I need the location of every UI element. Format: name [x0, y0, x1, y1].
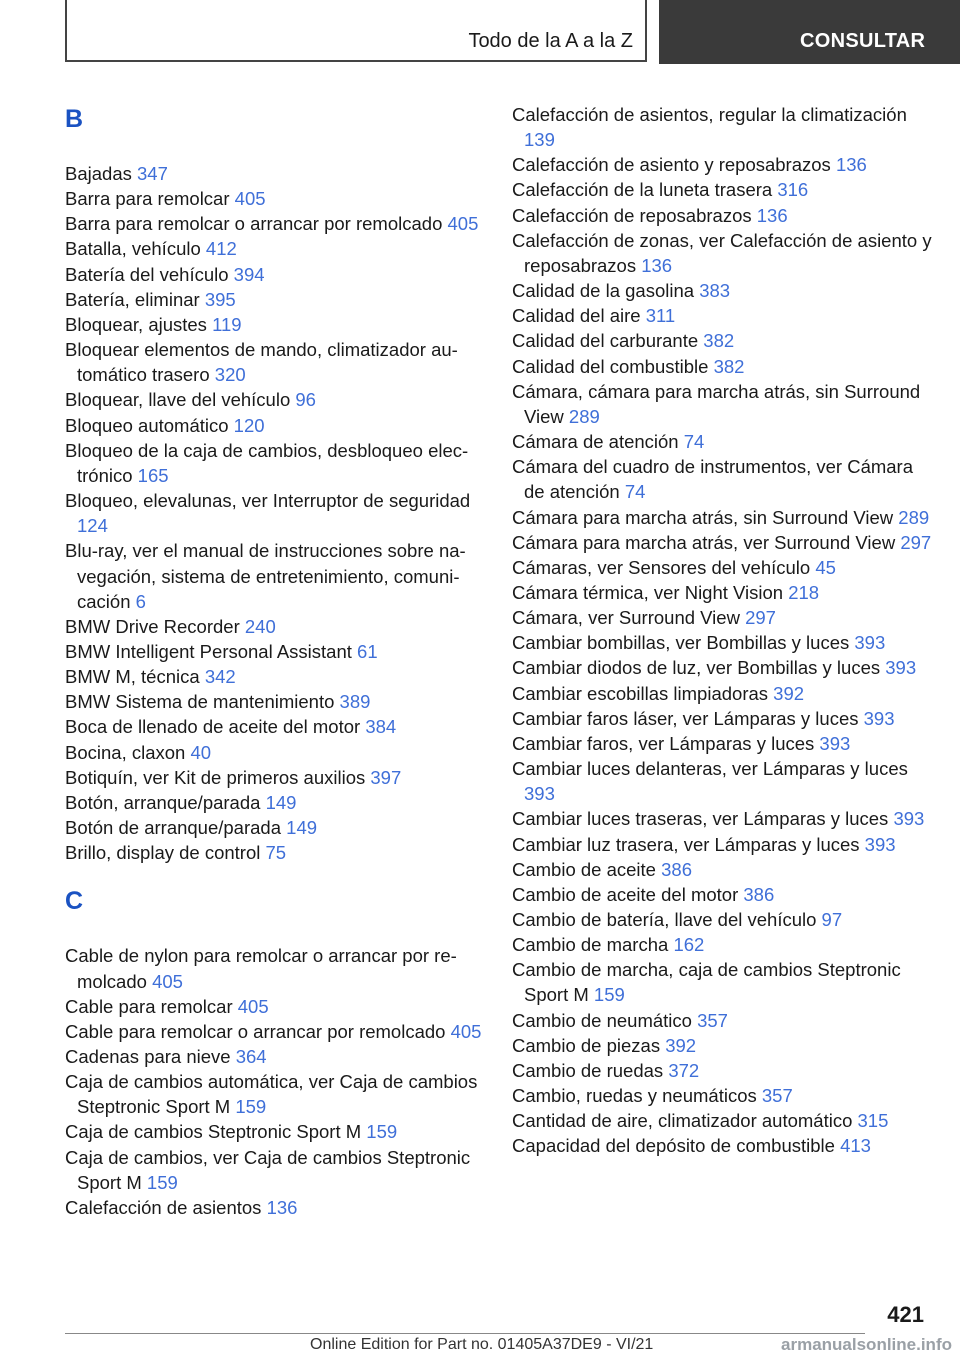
- entry-text: Cable para remolcar: [65, 995, 233, 1017]
- page-reference-link[interactable]: 364: [235, 1046, 267, 1067]
- index-entry: [512, 102, 932, 152]
- entry-text: Cambiar faros, ver Lámparas y luces: [512, 732, 815, 754]
- index-entry: [512, 379, 932, 429]
- page-reference-link[interactable]: 405: [152, 970, 183, 992]
- entry-text: Bloqueo de la caja de cambios, desbloqueo electrónico: [65, 439, 469, 486]
- page-reference-link[interactable]: 159: [593, 984, 625, 1006]
- page-reference-link[interactable]: 297: [745, 607, 776, 629]
- index-entry: [65, 312, 485, 337]
- index-entry: [512, 454, 932, 504]
- index-entry: [65, 1019, 485, 1044]
- index-entry: [512, 505, 932, 530]
- entry-text: BMW Drive Recorder: [65, 615, 240, 637]
- entry-text: Cable para remolcar o arrancar por remolcado: [65, 1020, 446, 1042]
- page-reference-link[interactable]: 149: [286, 817, 318, 839]
- entry-text: Calefacción de asientos: [65, 1196, 262, 1218]
- entry-text: Calidad del aire: [512, 305, 641, 327]
- page-reference-link[interactable]: 297: [900, 531, 932, 553]
- index-entry: [65, 1119, 485, 1144]
- page-reference-link[interactable]: 96: [295, 389, 316, 411]
- page-reference-link[interactable]: 45: [815, 556, 836, 578]
- entry-text: Cámara del cuadro de instrumentos, ver Cámara de atención: [512, 456, 914, 503]
- index-entry: [512, 580, 932, 605]
- index-entry: [65, 387, 485, 412]
- entry-text: Bloquear elementos de mando, climatizador automático trasero: [65, 339, 458, 386]
- page-reference-link[interactable]: 386: [743, 883, 775, 905]
- footer-edition-text: Online Edition for Part no. 01405A37DE9 - VI/21: [310, 1336, 654, 1353]
- page-reference-link[interactable]: 412: [205, 238, 237, 260]
- index-entry: [512, 152, 932, 177]
- page-reference-link[interactable]: 413: [840, 1135, 871, 1157]
- page-reference-link[interactable]: 6: [135, 590, 146, 612]
- page-reference-link[interactable]: 139: [524, 129, 555, 151]
- index-entry: [512, 354, 932, 379]
- entry-text: Batería, eliminar: [65, 288, 200, 310]
- index-entry: [512, 706, 932, 731]
- page-reference-link[interactable]: 393: [854, 632, 886, 654]
- index-entry: [512, 303, 932, 328]
- index-entry: [512, 681, 932, 706]
- index-entry: [512, 806, 932, 831]
- entry-text: BMW Intelligent Personal Assistant: [65, 640, 352, 662]
- index-entry: [65, 614, 485, 639]
- index-entry: [65, 262, 485, 287]
- index-entry: [65, 1195, 485, 1220]
- page-reference-link[interactable]: 383: [699, 280, 731, 302]
- index-entry: [65, 161, 485, 186]
- index-entry: [65, 790, 485, 815]
- entry-text: Calidad del carburante: [512, 330, 699, 352]
- entry-text: Cambiar luz trasera, ver Lámparas y luces: [512, 833, 860, 855]
- page-number: 421: [887, 1302, 924, 1327]
- entry-text: Cámara, cámara para marcha atrás, sin Surround View: [512, 380, 921, 427]
- page-reference-link[interactable]: 405: [237, 995, 269, 1017]
- page-reference-link[interactable]: 393: [864, 833, 896, 855]
- entry-text: Calefacción de asiento y reposabrazos: [512, 154, 831, 176]
- page-reference-link[interactable]: 397: [370, 766, 402, 788]
- page-reference-link[interactable]: 165: [137, 464, 169, 486]
- page-reference-link[interactable]: 382: [713, 355, 745, 377]
- index-entry: [512, 957, 932, 1007]
- index-entry: [512, 328, 932, 353]
- index-entry: [65, 840, 485, 865]
- page-reference-link[interactable]: 218: [788, 581, 820, 603]
- index-entry: [65, 488, 485, 538]
- entry-text: Barra para remolcar o arrancar por remolcado: [65, 213, 443, 235]
- page-reference-link[interactable]: 357: [697, 1009, 728, 1031]
- index-entry: [65, 714, 485, 739]
- entry-text: Cambiar luces traseras, ver Lámparas y luces: [512, 808, 889, 830]
- page-reference-link[interactable]: 159: [146, 1171, 178, 1193]
- page-reference-link[interactable]: 320: [214, 364, 246, 386]
- entry-text: Barra para remolcar: [65, 188, 230, 210]
- entry-text: Cambiar escobillas limpiadoras: [512, 682, 769, 704]
- index-entry: [65, 1044, 485, 1069]
- index-entry: [512, 429, 932, 454]
- entry-text: Cámara, ver Surround View: [512, 607, 740, 629]
- entry-text: Batalla, vehículo: [65, 238, 201, 260]
- index-entry: [512, 228, 932, 278]
- index-entry: [512, 278, 932, 303]
- page-reference-link[interactable]: 392: [665, 1034, 697, 1056]
- page-reference-link[interactable]: 74: [683, 431, 705, 453]
- entry-text: Brillo, display de control: [65, 842, 261, 864]
- page-reference-link[interactable]: 394: [233, 263, 265, 285]
- index-column-right: [512, 102, 932, 1159]
- entry-text: Bloquear, llave del vehículo: [65, 389, 291, 411]
- entry-text: Calidad de la gasolina: [512, 280, 695, 302]
- entry-text: Botón de arranque/parada: [65, 817, 282, 839]
- index-entry: [65, 689, 485, 714]
- index-entry: [512, 756, 932, 806]
- page-reference-link[interactable]: 75: [265, 842, 287, 864]
- entry-text: Cambio de batería, llave del vehículo: [512, 909, 817, 930]
- watermark-logo: armanualsonline.info: [781, 1335, 952, 1354]
- index-entry: [65, 994, 485, 1019]
- index-entry: [65, 438, 485, 488]
- index-entry: [512, 1108, 932, 1133]
- page-reference-link[interactable]: 289: [898, 506, 930, 528]
- entry-text: Bajadas: [65, 163, 132, 184]
- page-reference-link[interactable]: 395: [204, 288, 236, 310]
- entry-text: Cantidad de aire, climatizador automático: [512, 1110, 853, 1132]
- entry-text: Cambio de marcha: [512, 934, 669, 956]
- entry-text: Bloqueo automático: [65, 414, 229, 436]
- page-reference-link[interactable]: 382: [703, 330, 735, 352]
- page-reference-link[interactable]: 316: [777, 179, 809, 201]
- entry-text: Caja de cambios automática, ver Caja de cambios Steptronic Sport M: [65, 1071, 478, 1118]
- index-entry: [65, 664, 485, 689]
- page-reference-link[interactable]: 61: [357, 640, 378, 662]
- page-reference-link[interactable]: 311: [645, 305, 676, 327]
- entry-text: Calefacción de asientos, regular la climatización: [512, 104, 907, 125]
- entry-text: Cadenas para nieve: [65, 1046, 231, 1067]
- index-entry: [65, 943, 485, 993]
- entries-c: [65, 943, 485, 1220]
- index-entry: [512, 932, 932, 957]
- page-reference-link[interactable]: 119: [212, 313, 242, 335]
- entry-text: Batería del vehículo: [65, 263, 229, 285]
- index-entry: [65, 337, 485, 387]
- entry-text: Cambio de aceite del motor: [512, 883, 739, 905]
- index-entry: [512, 630, 932, 655]
- page-reference-link[interactable]: 136: [266, 1196, 298, 1218]
- entry-text: Cambiar bombillas, ver Bombillas y luces: [512, 632, 850, 654]
- entry-text: Calefacción de la luneta trasera: [512, 179, 773, 201]
- index-entry: [512, 1058, 932, 1083]
- entry-text: Bocina, claxon: [65, 741, 186, 763]
- page-reference-link[interactable]: 393: [524, 783, 555, 805]
- index-entry: [512, 605, 932, 630]
- entry-text: Cambio de neumático: [512, 1009, 692, 1031]
- header-section-box: [65, 0, 647, 62]
- index-entry: [512, 907, 932, 932]
- index-entry: [512, 530, 932, 555]
- entry-text: Cable de nylon para remolcar o arrancar por remolcado: [65, 945, 457, 992]
- page-reference-link[interactable]: 393: [893, 808, 925, 830]
- entry-text: Caja de cambios, ver Caja de cambios Steptronic Sport M: [65, 1146, 471, 1193]
- page-reference-link[interactable]: 120: [233, 414, 265, 436]
- page-reference-link[interactable]: 357: [761, 1085, 793, 1107]
- page-reference-link[interactable]: 240: [244, 615, 276, 637]
- index-entry: [65, 765, 485, 790]
- entry-text: Cambio, ruedas y neumáticos: [512, 1085, 757, 1107]
- entry-text: Cámara para marcha atrás, ver Surround View: [512, 531, 896, 553]
- page-reference-link[interactable]: 405: [450, 1020, 482, 1042]
- page-reference-link[interactable]: 342: [204, 666, 236, 688]
- index-entry: [65, 211, 485, 236]
- entry-text: Cambio de aceite: [512, 858, 656, 880]
- index-entry: [65, 538, 485, 613]
- entry-text: Cambio de marcha, caja de cambios Steptronic Sport M: [512, 959, 901, 1006]
- page-reference-link[interactable]: 136: [756, 204, 788, 226]
- entry-text: Cambio de ruedas: [512, 1059, 664, 1081]
- page-reference-link[interactable]: 393: [819, 732, 851, 754]
- entry-text: Cámara de atención: [512, 431, 679, 453]
- index-entry: [512, 203, 932, 228]
- page-reference-link[interactable]: 405: [447, 213, 479, 235]
- page-reference-link[interactable]: 386: [661, 858, 692, 880]
- entry-text: Cambiar diodos de luz, ver Bombillas y luces: [512, 657, 881, 679]
- page-reference-link[interactable]: 315: [857, 1110, 889, 1132]
- footer-divider: [65, 1333, 865, 1334]
- page-reference-link[interactable]: 136: [835, 154, 867, 176]
- page-reference-link[interactable]: 149: [265, 791, 297, 813]
- page-reference-link[interactable]: 136: [641, 254, 673, 276]
- page-reference-link[interactable]: 393: [885, 657, 917, 679]
- entry-text: Cambiar luces delanteras, ver Lámparas y luces: [512, 758, 908, 780]
- entry-text: Caja de cambios Steptronic Sport M: [65, 1121, 362, 1143]
- index-entry: [512, 857, 932, 882]
- section-letter-c: C: [65, 887, 84, 916]
- entry-text: Blu-ray, ver el manual de instrucciones sobre navegación, sistema de entretenimiento, comunicación: [65, 540, 466, 612]
- index-entry: [65, 236, 485, 261]
- page-reference-link[interactable]: 392: [773, 682, 805, 704]
- index-entry: [65, 1145, 485, 1195]
- index-entry: [65, 740, 485, 765]
- header-tab-label: CONSULTAR: [800, 30, 926, 52]
- entry-text: Cambio de piezas: [512, 1034, 661, 1056]
- page-reference-link[interactable]: 124: [77, 515, 108, 537]
- header-section-title: Todo de la A a la Z: [468, 30, 633, 52]
- index-entry: [512, 731, 932, 756]
- index-entry: [512, 555, 932, 580]
- index-entry: [512, 882, 932, 907]
- index-entry: [65, 413, 485, 438]
- entry-text: Bloqueo, elevalunas, ver Interruptor de seguridad: [65, 490, 471, 512]
- entry-text: Calefacción de zonas, ver Calefacción de asiento y reposabrazos: [512, 229, 932, 276]
- entry-text: Cámaras, ver Sensores del vehículo: [512, 556, 811, 578]
- page-reference-link[interactable]: 347: [137, 163, 168, 184]
- entry-text: BMW Sistema de mantenimiento: [65, 691, 335, 713]
- section-letter-b: B: [65, 105, 84, 133]
- index-entry: [512, 1033, 932, 1058]
- page-reference-link[interactable]: 74: [624, 481, 646, 503]
- index-entry: [512, 655, 932, 680]
- page-reference-link[interactable]: 405: [234, 188, 266, 210]
- entry-text: Botiquín, ver Kit de primeros auxilios: [65, 766, 366, 788]
- page-reference-link[interactable]: 393: [863, 707, 895, 729]
- entry-text: Botón, arranque/parada: [65, 791, 261, 813]
- entry-text: Cámara térmica, ver Night Vision: [512, 581, 784, 603]
- index-entry: [65, 815, 485, 840]
- entries-c-continued: [512, 102, 932, 1159]
- entry-text: Boca de llenado de aceite del motor: [65, 716, 361, 738]
- entry-text: Calidad del combustible: [512, 355, 709, 377]
- entries-b: [65, 161, 485, 865]
- index-entry: [512, 1008, 932, 1033]
- entry-text: Bloquear, ajustes: [65, 313, 207, 335]
- page-reference-link[interactable]: 289: [568, 405, 600, 427]
- index-column-left: [65, 102, 485, 1220]
- index-entry: [512, 832, 932, 857]
- page-reference-link[interactable]: 97: [821, 909, 843, 930]
- entry-text: Cámara para marcha atrás, sin Surround View: [512, 506, 894, 528]
- index-entry: [512, 177, 932, 202]
- page-reference-link[interactable]: 159: [366, 1121, 398, 1143]
- page-reference-link[interactable]: 389: [339, 691, 371, 713]
- page-reference-link[interactable]: 159: [235, 1096, 267, 1118]
- entry-text: Cambiar faros láser, ver Lámparas y luces: [512, 707, 859, 729]
- page-reference-link[interactable]: 384: [365, 716, 397, 738]
- header-tab-consultar[interactable]: [659, 0, 960, 64]
- entry-text: BMW M, técnica: [65, 666, 200, 688]
- page-reference-link[interactable]: 40: [190, 741, 212, 763]
- page-reference-link[interactable]: 162: [673, 934, 705, 956]
- index-entry: [512, 1133, 932, 1158]
- index-entry: [65, 639, 485, 664]
- page-reference-link[interactable]: 372: [668, 1059, 700, 1081]
- entry-text: Capacidad del depósito de combustible: [512, 1135, 835, 1157]
- entry-text: Calefacción de reposabrazos: [512, 204, 752, 226]
- index-entry: [65, 287, 485, 312]
- index-entry: [512, 1083, 932, 1108]
- index-entry: [65, 186, 485, 211]
- index-entry: [65, 1069, 485, 1119]
